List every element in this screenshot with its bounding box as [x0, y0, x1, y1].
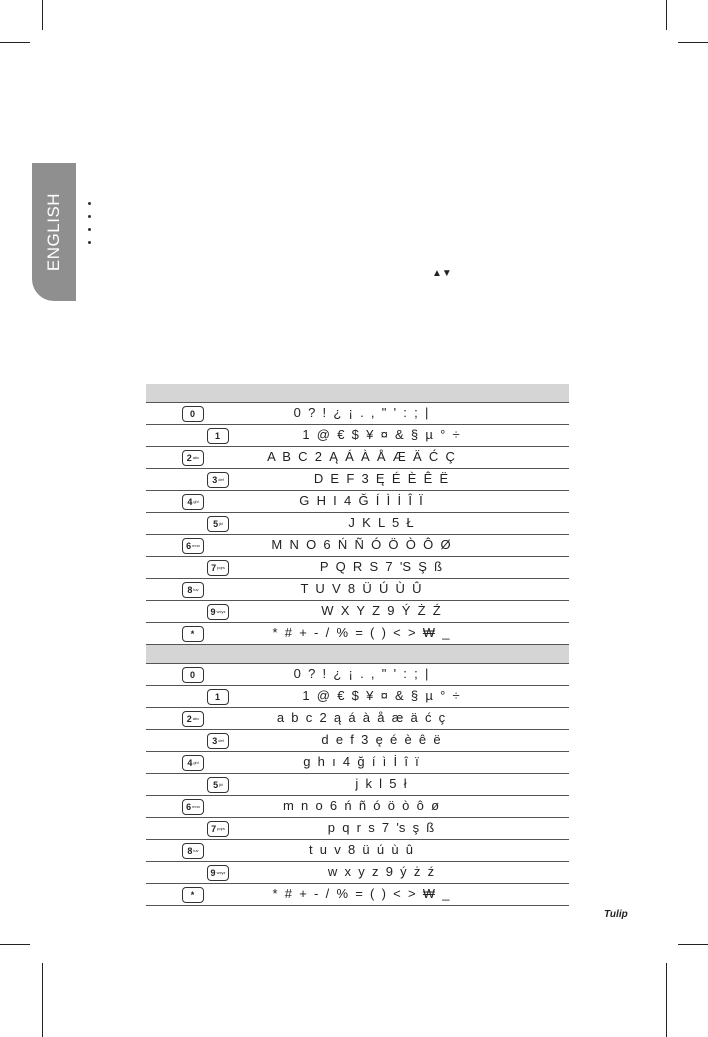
language-tab: [32, 163, 76, 301]
character-list: a b c 2 ą á à å æ ä ć ç: [276, 710, 446, 725]
table-row: [146, 818, 569, 840]
character-list: M N O 6 Ń Ñ Ó Ö Ò Ô Ø: [271, 537, 451, 552]
character-list: 1 @ € $ ¥ ¤ & § µ ° ÷: [302, 688, 460, 703]
key-digit: *: [190, 889, 195, 900]
key-digit: 0: [189, 408, 195, 419]
table-row: [146, 403, 569, 425]
table-row: [146, 469, 569, 491]
character-table: [146, 384, 569, 906]
key-letters: def: [218, 738, 224, 743]
character-list: D E F 3 Ę É È Ê Ë: [313, 471, 449, 486]
key-digit: 6: [186, 801, 192, 812]
character-list: A B C 2 Ą Á À Å Æ Ä Ć Ç: [267, 449, 455, 464]
character-list: * # + - / % = ( ) < > ₩ _: [272, 886, 450, 901]
crop-mark: [42, 963, 43, 1037]
table-row: [146, 796, 569, 818]
table-row: [146, 884, 569, 906]
table-row: [146, 601, 569, 623]
key-letters: tuv: [193, 587, 199, 592]
key-digit: 2: [186, 452, 192, 463]
key-digit: *: [190, 628, 195, 639]
key-letters: ghi: [193, 499, 199, 504]
key-letters: pqrs: [217, 826, 225, 831]
up-down-arrows-icon: ▲▼: [432, 268, 452, 279]
key-digit: 3: [212, 735, 218, 746]
key-letters: abc: [192, 716, 200, 721]
character-list: w x y z 9 ý ż ź: [327, 864, 435, 879]
character-list: g h ı 4 ğ í ì İ î ï: [303, 754, 419, 769]
key-letters: abc: [192, 455, 200, 460]
key-letters: pqrs: [217, 565, 225, 570]
key-digit: 1: [214, 691, 220, 702]
key-digit: 9: [210, 867, 216, 878]
character-list: 1 @ € $ ¥ ¤ & § µ ° ÷: [302, 427, 460, 442]
table-row: [146, 491, 569, 513]
character-list: d e f 3 ę é è ê ë: [321, 732, 441, 747]
key-digit: 5: [213, 779, 219, 790]
crop-mark: [0, 944, 30, 945]
key-digit: 2: [186, 713, 192, 724]
key-letters: mno: [192, 804, 200, 809]
key-letters: jkl: [219, 521, 223, 526]
key-digit: 4: [187, 496, 193, 507]
lowercase-rows: [146, 664, 569, 906]
crop-mark: [666, 963, 667, 1037]
crop-mark: [666, 0, 667, 30]
key-letters: wxyz: [216, 609, 226, 614]
character-list: 0 ? ! ¿ ¡ . , " ' : ; |: [293, 405, 429, 420]
uppercase-section-header: [146, 384, 569, 403]
table-row: [146, 447, 569, 469]
key-digit: 7: [211, 823, 217, 834]
character-list: m n o 6 ń ñ ó ö ò ô ø: [282, 798, 440, 813]
key-letters: jkl: [219, 782, 223, 787]
table-row: [146, 513, 569, 535]
character-list: T U V 8 Ü Ú Ù Û: [300, 581, 422, 596]
table-row: [146, 862, 569, 884]
character-list: * # + - / % = ( ) < > ₩ _: [272, 625, 450, 640]
character-list: J K L 5 Ł: [348, 515, 414, 530]
key-letters: mno: [192, 543, 200, 548]
key-digit: 8: [187, 845, 193, 856]
key-digit: 5: [213, 518, 219, 529]
key-digit: 6: [186, 540, 192, 551]
crop-mark: [678, 42, 708, 43]
table-row: [146, 708, 569, 730]
key-letters: def: [218, 477, 224, 482]
key-digit: 8: [187, 584, 193, 595]
character-list: G H I 4 Ğ Í Ì İ Î Ï: [299, 493, 423, 508]
character-list: W X Y Z 9 Ý Ż Ź: [321, 603, 441, 618]
key-letters: ghi: [193, 760, 199, 765]
key-digit: 4: [187, 757, 193, 768]
brand-logo: Tulip: [604, 909, 628, 920]
character-list: j k l 5 ł: [355, 776, 407, 791]
table-row: [146, 579, 569, 601]
character-list: 0 ? ! ¿ ¡ . , " ' : ; |: [293, 666, 429, 681]
key-digit: 3: [212, 474, 218, 485]
character-list: P Q R S 7 'S Ş ß: [319, 559, 443, 574]
table-row: [146, 623, 569, 645]
character-list: t u v 8 ü ú ù û: [308, 842, 414, 857]
table-row: [146, 557, 569, 579]
key-digit: 0: [189, 669, 195, 680]
table-row: [146, 535, 569, 557]
crop-mark: [678, 944, 708, 945]
table-row: [146, 730, 569, 752]
crop-mark: [0, 42, 30, 43]
lowercase-section-header: [146, 645, 569, 664]
key-digit: 7: [211, 562, 217, 573]
table-row: [146, 664, 569, 686]
key-letters: wxyz: [216, 870, 226, 875]
language-tab-label: ENGLISH: [44, 192, 63, 272]
key-digit: 1: [214, 430, 220, 441]
table-row: [146, 425, 569, 447]
table-row: [146, 774, 569, 796]
crop-mark: [42, 0, 43, 30]
character-list: p q r s 7 's ş ß: [327, 820, 435, 835]
table-row: [146, 752, 569, 774]
table-row: [146, 686, 569, 708]
table-row: [146, 840, 569, 862]
uppercase-rows: [146, 403, 569, 645]
key-digit: 9: [210, 606, 216, 617]
key-letters: tuv: [193, 848, 199, 853]
